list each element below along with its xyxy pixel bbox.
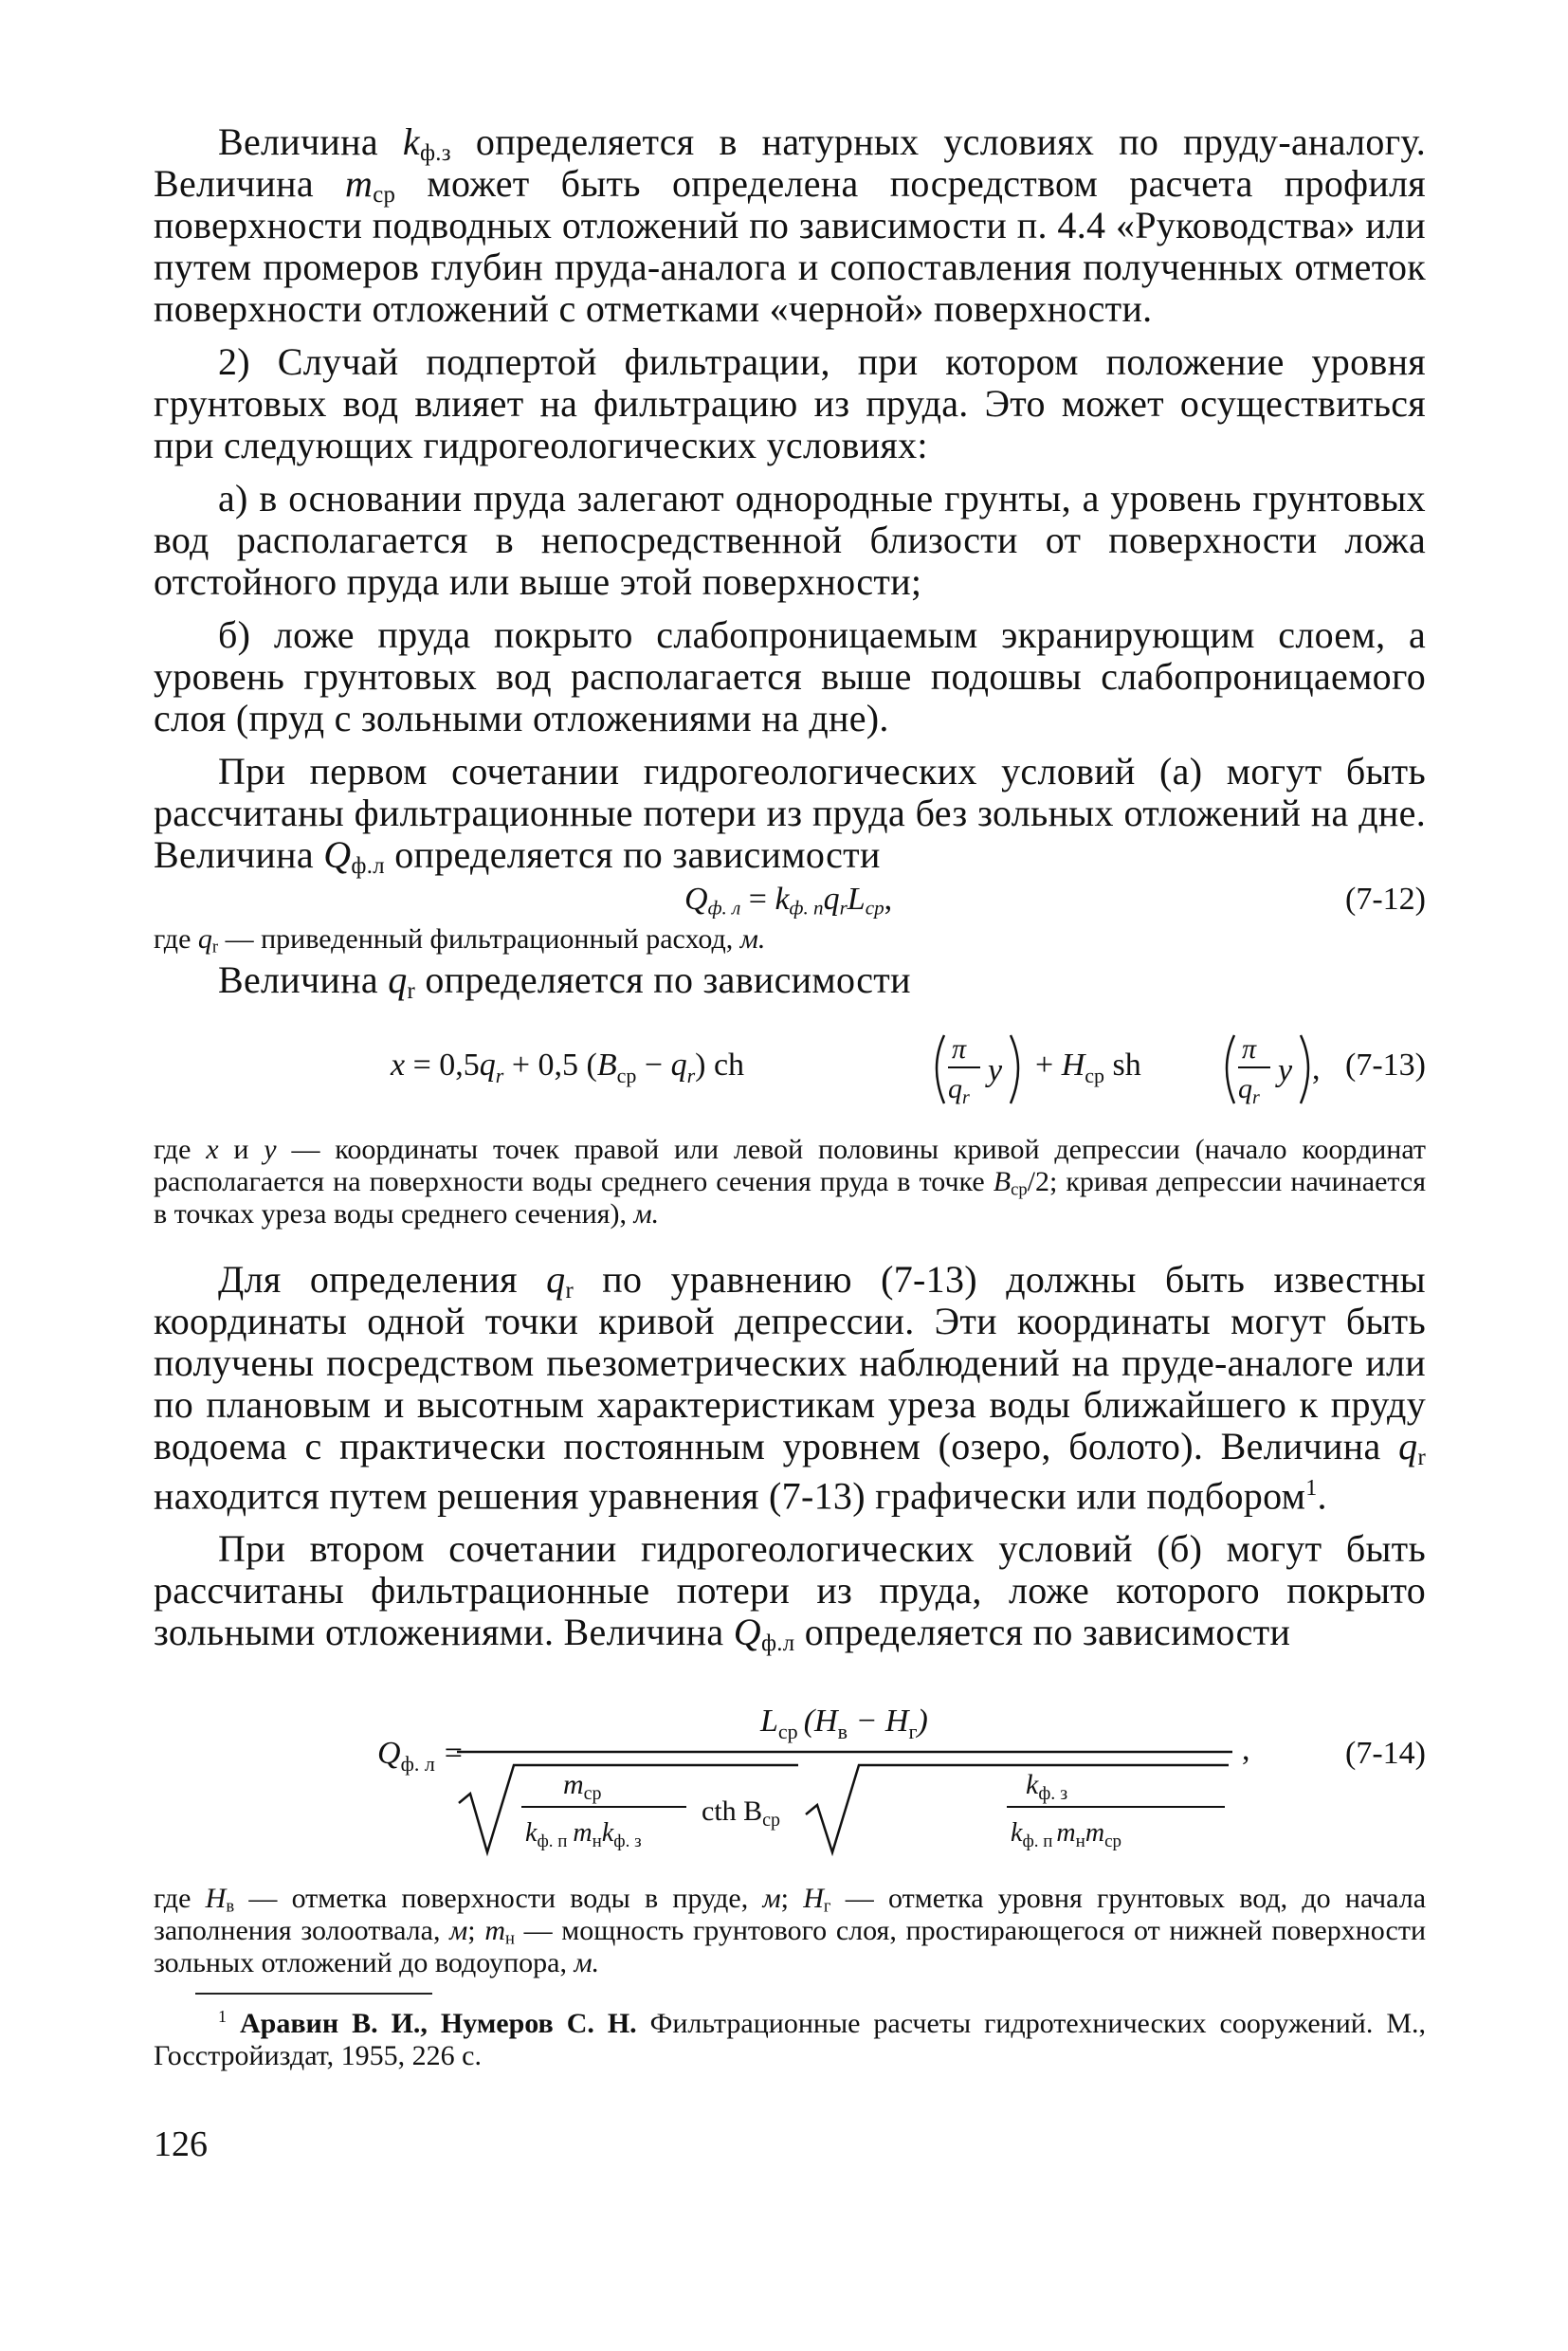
svg-text:,: , bbox=[1242, 1732, 1250, 1768]
page-text bbox=[154, 121, 1426, 2072]
page-number: 126 bbox=[154, 2124, 208, 2164]
paragraph-10: При втором сочетании гидрогеологических условий (б) могут быть рассчитаны фильтрационные потери из пруда, ложе которого покрыто зольными отложениями. Величина $Q_{ф.л}$ определяется по зависимости bbox=[154, 1527, 1426, 1657]
paragraph-7: Величина $q_r$ определяется по зависимости bbox=[218, 958, 911, 1005]
svg-text:y: y bbox=[988, 1053, 1003, 1088]
svg-text:kф. пmнmср: $k_{ф. п}$ $m_нm_{ср}$ bbox=[1011, 1818, 1121, 1852]
svg-text:y: y bbox=[1278, 1053, 1293, 1088]
svg-text:Lср(Hв − Hг): $L_{ср}$ $(H_в - H_г)$ bbox=[760, 1704, 928, 1744]
paragraph-4: б) ложе пруда покрыто слабопроницаемым экранирующим слоем, а уровень грунтовых вод располагается выше подошвы слабопроницаемого слоя (пруд с зольными отложениями на дне). bbox=[154, 613, 1426, 739]
svg-text:Qф. л=: $Q_{ф. л}$ = bbox=[377, 1736, 463, 1777]
svg-text:π: π bbox=[1242, 1033, 1257, 1065]
paragraph-3: а) в основании пруда залегают однородные грунты, а уровень грунтовых вод располагается в непосредственной близости от поверхности ложа отстойного пруда или выше этой поверхности; bbox=[154, 477, 1426, 603]
footnote: $^1$ Аравин В. И., Нумеров С. Н. Фильтрационные расчеты гидротехнических сооружений. М., Госстройиздат, 1955, 226 с. bbox=[154, 2007, 1427, 2072]
equation-number: (7-14) bbox=[1345, 1736, 1426, 1772]
svg-text:mср: $m_{ср}$ bbox=[563, 1769, 602, 1805]
paragraph-6: где $q_r$ — приведенный фильтрационный расход, м. bbox=[154, 923, 766, 957]
svg-text:+ Hср sh: + $H_{ср}$ sh bbox=[1035, 1048, 1141, 1087]
paragraph-1: Величина $k_{ф.з}$ определяется в натурных условиях по пруду-аналогу. Величина $m_{ср}$ может быть определена посредством расчета профиля поверхности подводных отложений по зависимости п. 4.4 «Руководства» или путем промеров глубин пруда-аналога и сопоставления полученных отметок поверхности отложений с отметками «черной» поверхности. bbox=[154, 120, 1427, 330]
equation-7-13 bbox=[154, 1018, 1426, 1117]
svg-text:π: π bbox=[952, 1033, 967, 1065]
paragraph-8: где x и y — координаты точек правой или левой половины кривой депрессии (начало координат располагается на поверхности воды среднего сечения пруда в точке $B_{ср}/2$; кривая депрессии начинается в точках уреза воды среднего сечения), м. bbox=[154, 1134, 1426, 1230]
equation-7-12: $Q_{ф. л} = k_{ф. п}q_rL_{ср}$, (7-12) bbox=[684, 882, 1426, 920]
paragraph-5: При первом сочетании гидрогеологических условий (а) могут быть рассчитаны фильтрационные потери из пруда без зольных отложений на дне. Величина $Q_{ф.л}$ определяется по зависимости bbox=[154, 750, 1426, 880]
equation-7-14 bbox=[154, 1672, 1426, 1862]
svg-text:x = 0,5qr + 0,5 (Bср − qr) ch: $x = 0,5q_r + 0,5$ $(B_{ср} - q_r)$ ch bbox=[391, 1048, 745, 1087]
svg-text:qr: $q_r$ bbox=[948, 1073, 970, 1108]
svg-text:kф. пmнkф. з: $k_{ф. п}$ $m_нk_{ф. з}$ bbox=[525, 1818, 642, 1852]
svg-text:cth Bср: cth $B_{ср}$ bbox=[702, 1795, 781, 1832]
paragraph-11: где $H_в$ — отметка поверхности воды в пруде, м; $H_г$ — отметка уровня грунтовых вод, до начала заполнения золоотвала, м; $m_н$ — мощность грунтового слоя, простирающегося от нижней поверхности зольных отложений до водоупора, м. bbox=[154, 1883, 1427, 1979]
svg-text:qr: $q_r$ bbox=[1238, 1073, 1260, 1108]
equation-number: (7-12) bbox=[1345, 882, 1426, 917]
footnote-rule bbox=[195, 1993, 432, 1995]
svg-text:kф. з: $k_{ф. з}$ bbox=[1026, 1769, 1068, 1805]
paragraph-2: 2) Случай подпертой фильтрации, при котором положение уровня грунтовых вод влияет на фильтрацию из пруда. Это может осуществиться при следующих гидрогеологических условиях: bbox=[154, 340, 1426, 466]
equation-number: (7-13) bbox=[1345, 1048, 1426, 1083]
paragraph-9: Для определения $q_r$ по уравнению (7-13) должны быть известны координаты одной точки кривой депрессии. Эти координаты могут быть получены посредством пьезометрических наблюдений на пруде-аналоге или по плановым и высотным характеристикам уреза воды ближайшего к пруду водоема с практически постоянным уровнем (озеро, болото). Величина $q_r$ находится путем решения уравнения (7-13) графически или подбором$^1$. bbox=[154, 1258, 1426, 1518]
svg-text:,: , bbox=[1312, 1051, 1321, 1086]
